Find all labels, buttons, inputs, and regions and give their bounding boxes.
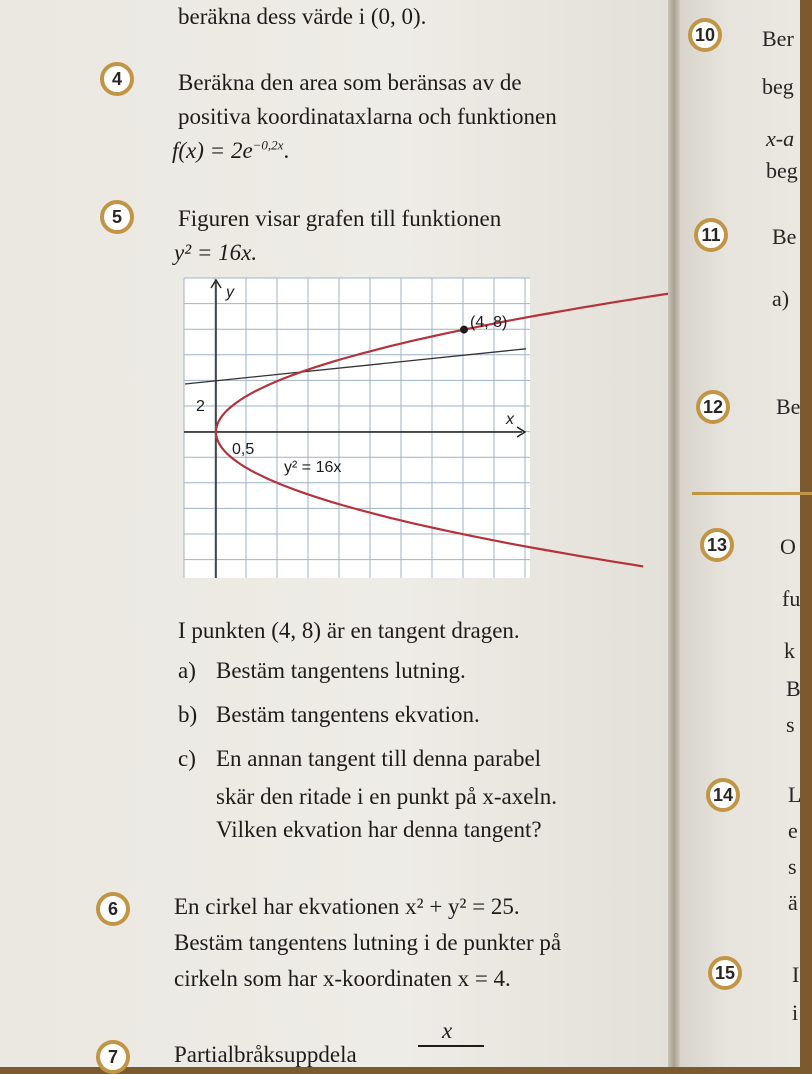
point-label: (4, 8) <box>470 314 508 331</box>
right-text-11-1: Be <box>772 224 797 249</box>
problem-number-13: 13 <box>700 528 734 562</box>
x-tick-label: 0,5 <box>232 441 255 458</box>
fraction-bar <box>418 1045 484 1047</box>
problem-number-15: 15 <box>708 956 742 990</box>
book-gutter <box>668 0 680 1067</box>
problem-5-statement: I punkten (4, 8) är en tangent dragen. <box>178 618 520 643</box>
right-text-13-3: k <box>784 638 795 663</box>
right-text-13-1: O <box>780 534 796 559</box>
formula-end: . <box>283 138 290 163</box>
part-c-line-2: skär den ritade i en punkt på x-axeln. <box>216 784 558 809</box>
problem-6-line-2: Bestäm tangentens lutning i de punkter på <box>174 930 562 955</box>
part-c-line-1: En annan tangent till denna parabel <box>216 746 542 771</box>
x-axis-label: x <box>506 411 514 428</box>
problem-number-5: 5 <box>100 200 134 234</box>
right-text-15-1: I <box>792 962 800 987</box>
formula-exponent: −0,2x <box>252 137 284 153</box>
problem-number-14: 14 <box>706 778 740 812</box>
right-text-12-1: Be <box>776 394 801 419</box>
right-text-14-3: s <box>788 854 797 879</box>
right-text-13-2: fu <box>782 586 801 611</box>
formula-base: f(x) = 2e <box>172 138 253 163</box>
part-b-label: b) <box>178 702 198 727</box>
problem-7-line-1: Partialbråksuppdela <box>174 1042 357 1067</box>
y-tick-label: 2 <box>196 398 205 415</box>
problem-number-12: 12 <box>696 390 730 424</box>
curve-label: y² = 16x <box>284 459 342 476</box>
problem-4-formula <box>172 136 289 166</box>
right-text-10-1: Ber <box>762 26 794 51</box>
part-c-line-3: Vilken ekvation har denna tangent? <box>216 817 542 842</box>
y-axis-label: y <box>226 284 234 301</box>
right-text-10-2: beg <box>762 74 794 99</box>
right-text-13-4: B <box>786 676 801 701</box>
problem-number-11: 11 <box>694 218 728 252</box>
right-text-15-2: i <box>792 1000 799 1025</box>
right-text-13-5: s <box>786 712 795 737</box>
problem-number-4: 4 <box>100 62 134 96</box>
problem-3-tail-text: beräkna dess värde i (0, 0). <box>178 4 427 29</box>
right-text-14-1: L <box>788 782 802 807</box>
problem-5-line-1: Figuren visar grafen till funktionen <box>178 206 502 231</box>
problem-number-7: 7 <box>96 1040 130 1074</box>
parabola-graph <box>184 278 530 578</box>
right-text-14-2: e <box>788 818 798 843</box>
fraction-numerator: x <box>442 1018 453 1043</box>
part-a-text: Bestäm tangentens lutning. <box>216 658 466 683</box>
part-b-text: Bestäm tangentens ekvation. <box>216 702 480 727</box>
right-text-14-4: ä <box>788 890 798 915</box>
right-text-10-3: x-a <box>766 126 795 151</box>
right-page <box>680 0 800 1067</box>
problem-5-formula: y² = 16x. <box>174 240 258 265</box>
problem-6-line-3: cirkeln som har x-koordinaten x = 4. <box>174 966 511 991</box>
problem-6-line-1: En cirkel har ekvationen x² + y² = 25. <box>174 894 520 919</box>
problem-number-10: 10 <box>688 18 722 52</box>
right-text-11-2: a) <box>772 286 790 311</box>
problem-4-line-1: Beräkna den area som beränsas av de <box>178 70 522 95</box>
part-a-label: a) <box>178 658 196 683</box>
problem-4-line-2: positiva koordinataxlarna och funktionen <box>178 104 557 129</box>
right-page-divider <box>692 492 812 495</box>
tangent-point <box>460 326 468 334</box>
right-text-10-4: beg <box>766 158 798 183</box>
part-c-label: c) <box>178 746 196 771</box>
problem-number-6: 6 <box>96 892 130 926</box>
